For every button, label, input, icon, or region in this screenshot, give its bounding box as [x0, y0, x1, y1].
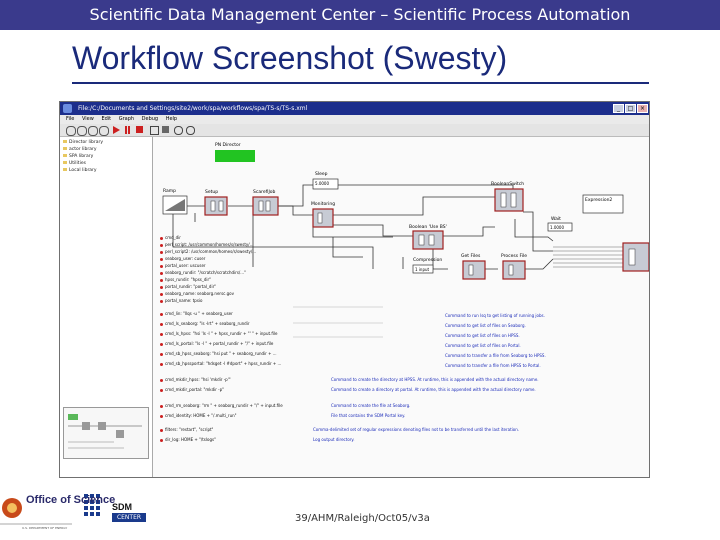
stop-icon[interactable] — [136, 126, 143, 133]
boolean-switch2-actor[interactable] — [413, 231, 443, 249]
slide-footer: 39/AHM/Raleigh/Oct05/v3a — [295, 513, 430, 524]
param-item[interactable]: perl_script2: /usr/common/homes/s/swesty/... — [160, 249, 256, 254]
title-divider — [72, 82, 649, 84]
office-of-science-text: Office of Science — [26, 494, 116, 506]
process-file-actor[interactable] — [503, 261, 525, 279]
maximize-button[interactable]: □ — [625, 104, 636, 113]
scarefi-job-label: ScarefiJob — [253, 190, 276, 195]
library-pane — [60, 137, 153, 478]
ramp-label: Ramp — [163, 189, 177, 194]
param-item[interactable]: seaborg_rundir: "/scratch/scratchdirs/..." — [160, 270, 246, 275]
param-item[interactable]: seaborg_user: cuser — [160, 256, 205, 261]
param-note: Command to create the directory at HPSS. At runtime, this is appended with the actual directory name. — [331, 377, 539, 382]
boolean-switch-actor[interactable] — [495, 189, 523, 211]
compression-value: 1 input — [415, 267, 430, 272]
zoom-in-icon[interactable] — [66, 126, 76, 136]
library-item-actor[interactable]: actor library — [63, 147, 97, 152]
port-icon[interactable] — [150, 126, 159, 135]
menu-edit[interactable]: Edit — [101, 116, 112, 122]
navigator-thumbnail[interactable] — [63, 407, 149, 459]
wait-label: Wait — [551, 217, 561, 222]
param-item[interactable]: cmd_sb_hpssportal: "hdsget -l #dport" + hpss_rundir + ... — [160, 361, 281, 366]
param-note: Command to run lsq to get listing of running jobs. — [445, 313, 545, 318]
param-item[interactable]: cmd_ls_seaborg: "ls -lrt" + seaborg_rundir — [160, 321, 249, 326]
output-actor[interactable] — [623, 243, 649, 271]
pn-director[interactable] — [215, 143, 255, 163]
param-note: Log output directory. — [313, 437, 355, 442]
get-files-label: Get Files — [461, 254, 481, 259]
zoom-out-icon[interactable] — [99, 126, 109, 136]
scarefi-job-actor[interactable] — [253, 197, 278, 215]
param-note: File that contains the SDM Portal key. — [331, 413, 406, 418]
director-icon — [215, 150, 255, 162]
menu-graph[interactable]: Graph — [118, 116, 135, 122]
library-item-director[interactable]: Director library — [63, 140, 103, 145]
menu-view[interactable]: View — [81, 116, 94, 122]
param-item[interactable]: cmd_mkdir_portal: "mkdir -p" — [160, 387, 224, 392]
expression-label: Expression2 — [585, 198, 613, 203]
window-title: File:/C:/Documents and Settings/site2/work/spa/workflows/spa/TS-s/TS-s.xml — [78, 105, 308, 112]
setup-actor[interactable] — [205, 197, 227, 215]
param-note: Command to transfer a file from HPSS to Portal. — [445, 363, 541, 368]
monitor-actor[interactable] — [313, 209, 333, 227]
param-item[interactable]: portal_name: tpsio — [160, 298, 202, 303]
param-item[interactable]: cmd_dir — [160, 235, 181, 240]
zoom-reset-icon[interactable] — [77, 126, 87, 136]
wait-value: 1.0000 — [550, 225, 564, 230]
param-item[interactable]: filters: "restart", "script" — [160, 427, 213, 432]
run-icon[interactable] — [113, 126, 120, 134]
slide-title: Workflow Screenshot (Swesty) — [72, 40, 508, 76]
param-note: Command to get list of files on Seaborg. — [445, 323, 526, 328]
monitor-label: Monitoring — [311, 202, 336, 207]
sdm-text: SDM — [112, 502, 132, 512]
param-item[interactable]: cmd_rm_seaborg: "rm " + seaborg_rundir + "/" + input.file — [160, 403, 283, 408]
param-item[interactable]: cmd_identity: HOME + "/.multi_run" — [160, 413, 237, 418]
param-item[interactable]: cmd_mkdir_hpss: "hsi 'mkdir -p'" — [160, 377, 231, 382]
app-icon — [63, 104, 72, 113]
param-item[interactable]: dir_log: HOME + "/tslogs" — [160, 437, 216, 442]
param-item[interactable]: hpss_rundir: "hpss_dir" — [160, 277, 211, 282]
menu-bar — [60, 115, 649, 124]
doe-text: U.S. DEPARTMENT OF ENERGY — [22, 526, 68, 530]
param-item[interactable]: cmd_ls_portal: "ls -l " + portal_rundir + "/" + input.file — [160, 341, 273, 346]
menu-debug[interactable]: Debug — [141, 116, 159, 122]
boolean-switch-label: BooleanSwitch — [491, 182, 525, 187]
compression-label: Compression — [413, 258, 443, 263]
setup-label: Setup — [205, 190, 219, 195]
param-note: Command to create the file at Seaborg. — [331, 403, 411, 408]
library-item-spa[interactable]: SPA library — [63, 154, 93, 159]
param-note: Command to get list of files on HPSS. — [445, 333, 520, 338]
sleep-value: 5.0000 — [315, 181, 329, 186]
menu-help[interactable]: Help — [165, 116, 178, 122]
sleep-label: Sleep — [315, 172, 328, 177]
zoom-fit-icon[interactable] — [88, 126, 98, 136]
param-item[interactable]: cmd_sb_hpss_seaborg: "hsi put " + seaborg_rundir + ... — [160, 351, 277, 356]
pn-director-label: PN Director — [215, 143, 241, 148]
param-note: Command to transfer a file from Seaborg to HPSS. — [445, 353, 546, 358]
slide-header: Scientific Data Management Center – Scientific Process Automation — [0, 0, 720, 30]
param-note: Command to create a directory at portal. At runtime, this is appended with the actual directory name. — [331, 387, 536, 392]
boolean-switch2-label: Boolean 'Use BS' — [409, 225, 447, 230]
footer-logos — [0, 490, 170, 530]
param-item[interactable]: cmd_ls_hpss: "hsi 'ls -l " + hpss_rundir + "' " + input.file — [160, 331, 277, 336]
pause-icon[interactable] — [125, 126, 127, 134]
center-text: CENTER — [112, 513, 146, 522]
input-port-icon[interactable] — [174, 126, 183, 135]
param-item[interactable]: portal_rundir: "portal_dir" — [160, 284, 216, 289]
window-title-bar — [60, 102, 649, 115]
process-file-label: Process File — [501, 254, 528, 259]
minimize-button[interactable]: _ — [613, 104, 624, 113]
param-note: Comma-delimited set of regular expressions denoting files not to be transferred until the last iteration. — [313, 427, 520, 432]
param-item[interactable]: seaborg_name: seaborg.nersc.gov — [160, 291, 234, 296]
toolbar — [60, 124, 649, 137]
param-item[interactable]: perl_script: /usr/common/homes/s/swesty/... — [160, 242, 253, 247]
get-files-actor[interactable] — [463, 261, 485, 279]
library-item-utilities[interactable]: Utilities — [63, 161, 86, 166]
workflow-canvas[interactable] — [153, 137, 650, 478]
output-port-icon[interactable] — [186, 126, 195, 135]
close-button[interactable]: × — [637, 104, 648, 113]
menu-file[interactable]: File — [66, 116, 75, 122]
param-item[interactable]: portal_user: uscuser — [160, 263, 206, 268]
relation-icon[interactable] — [162, 126, 169, 133]
param-note: Command to get list of files on Portal. — [445, 343, 521, 348]
library-item-local[interactable]: Local library — [63, 168, 97, 173]
param-item[interactable]: cmd_lin: "llqs -u " + seaborg_user — [160, 311, 233, 316]
workflow-screenshot — [59, 101, 650, 478]
